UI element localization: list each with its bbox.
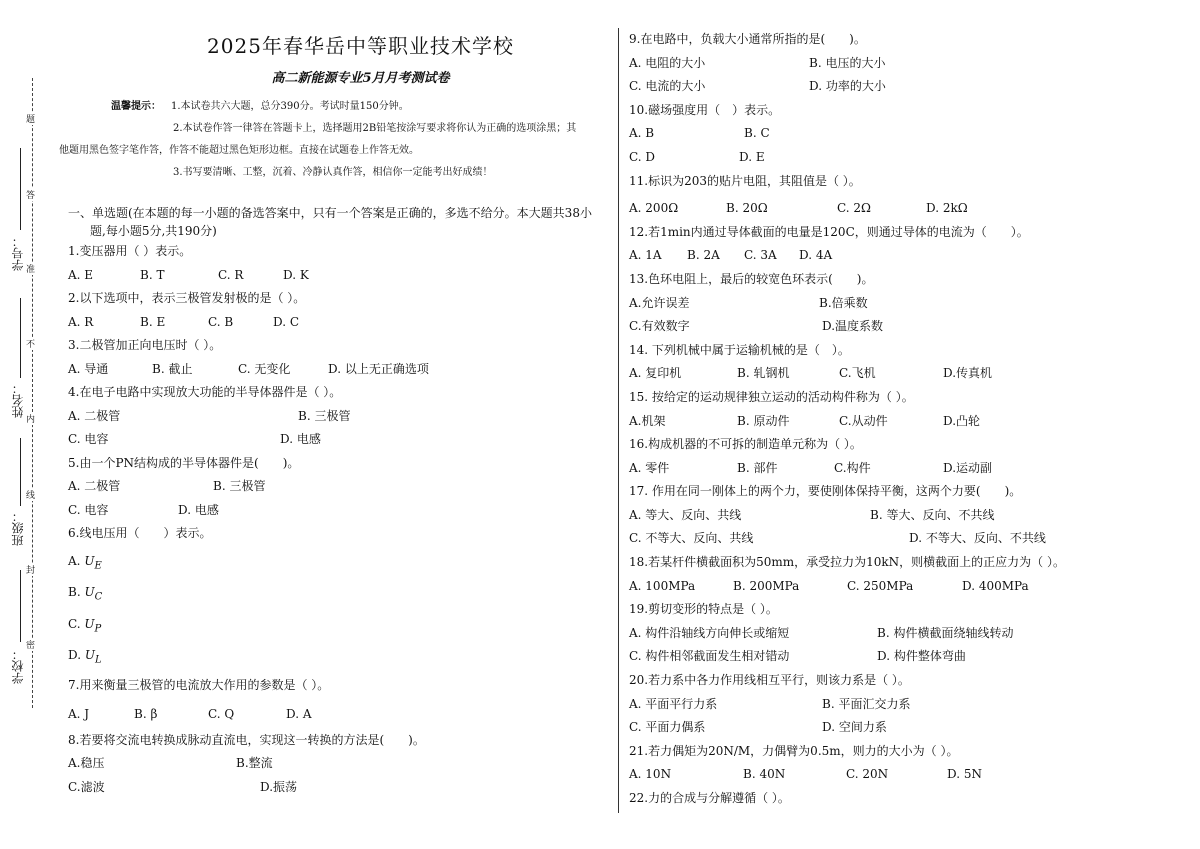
option[interactable]: D. 构件整体弯曲 bbox=[877, 649, 966, 664]
option[interactable]: C. 3A bbox=[744, 248, 777, 263]
question-options bbox=[68, 264, 613, 288]
note-item: 3.书写要清晰、工整，沉着、冷静认真作答，相信你一定能考出好成绩！ bbox=[173, 167, 493, 178]
option[interactable]: B. 40N bbox=[743, 767, 786, 782]
option[interactable]: D.振荡 bbox=[260, 779, 298, 794]
option[interactable]: D. 4A bbox=[799, 248, 833, 263]
option[interactable]: B. 20Ω bbox=[726, 201, 768, 216]
option[interactable]: A. 1A bbox=[629, 248, 662, 263]
question-stem: 2.以下选项中，表示三极管发射极的是（ ）。 bbox=[68, 291, 306, 305]
voltage-symbol: U bbox=[84, 648, 95, 662]
option[interactable]: C. 2Ω bbox=[837, 201, 871, 216]
question-stem: 12.若1min内通过导体截面的电量是120C，则通过导体的电流为（ ）。 bbox=[629, 224, 1029, 239]
question-stem: 17. 作用在同一刚体上的两个力，要使刚体保持平衡，这两个力要( )。 bbox=[629, 484, 1022, 499]
option[interactable]: A. 100MPa bbox=[629, 578, 696, 593]
option[interactable]: B. 电压的大小 bbox=[809, 55, 886, 70]
option[interactable]: B. 轧钢机 bbox=[737, 366, 790, 381]
option[interactable]: A. 电阻的大小 bbox=[629, 55, 706, 70]
option[interactable] bbox=[68, 640, 613, 672]
question-stem: 6.线电压用（ ）表示。 bbox=[68, 526, 212, 540]
option[interactable]: D. K bbox=[283, 267, 309, 282]
option[interactable]: A. J bbox=[68, 707, 90, 721]
note-item: 2.本试卷作答一律答在答题卡上，选择题用2B铅笔按涂写要求将你认为正确的选项涂黑；其 bbox=[173, 123, 577, 134]
option[interactable]: D. C bbox=[273, 314, 300, 329]
question-stem: 15. 按给定的运动规律独立运动的活动构件称为（ ）。 bbox=[629, 389, 914, 404]
student-id-line bbox=[20, 148, 21, 230]
option[interactable]: D.运动副 bbox=[943, 460, 993, 475]
question-stem: 13.色环电阻上，最后的较宽色环表示( )。 bbox=[629, 271, 874, 286]
option[interactable]: D.传真机 bbox=[943, 366, 993, 381]
section-heading-cont: 题,每小题5分,共190分) bbox=[90, 224, 217, 238]
option[interactable]: B. 原动件 bbox=[737, 413, 790, 428]
option[interactable]: B. T bbox=[140, 267, 165, 282]
seal-char: 封 bbox=[26, 563, 35, 576]
seal-char: 答 bbox=[26, 188, 35, 201]
option[interactable]: C.有效数字 bbox=[629, 319, 690, 334]
left-column bbox=[59, 30, 613, 799]
class-line bbox=[20, 438, 21, 506]
option[interactable]: A. 二极管 bbox=[68, 479, 121, 493]
question-options bbox=[68, 475, 613, 499]
name-label: 姓名： bbox=[11, 382, 25, 418]
option[interactable] bbox=[68, 577, 613, 609]
option[interactable]: D. 电感 bbox=[280, 432, 321, 446]
option[interactable]: B.整流 bbox=[236, 756, 273, 770]
option[interactable]: D. 2kΩ bbox=[926, 201, 968, 216]
option[interactable]: C.构件 bbox=[834, 460, 871, 475]
option[interactable]: D.温度系数 bbox=[822, 319, 884, 334]
option[interactable]: A. E bbox=[68, 267, 94, 282]
option[interactable]: B. 截止 bbox=[152, 361, 193, 376]
option[interactable]: A. 等大、反向、共线 bbox=[629, 507, 742, 522]
question-options bbox=[629, 315, 1189, 339]
question-options bbox=[68, 358, 613, 382]
option-letter: C. bbox=[68, 616, 81, 631]
option[interactable]: C. 电容 bbox=[68, 432, 109, 446]
question-options bbox=[68, 405, 613, 429]
question-stem: 18.若某杆件横截面积为50mm，承受拉力为10kN，则横截面上的正应力为（ ）。 bbox=[629, 555, 1065, 570]
option[interactable]: C. 250MPa bbox=[847, 578, 914, 593]
option[interactable]: A.允许误差 bbox=[629, 295, 690, 310]
exam-title: 2025年春华岳中等职业技术学校 bbox=[207, 34, 514, 58]
option[interactable]: A. 平面平行力系 bbox=[629, 696, 718, 711]
option-letter: D. bbox=[68, 648, 82, 662]
option[interactable]: B. 等大、反向、不共线 bbox=[870, 507, 995, 522]
seal-line bbox=[32, 78, 33, 708]
seal-char: 密 bbox=[26, 638, 35, 651]
option[interactable]: C. 电流的大小 bbox=[629, 79, 706, 94]
right-column bbox=[629, 30, 1189, 811]
question-options bbox=[68, 311, 613, 335]
option[interactable]: B. C bbox=[744, 126, 770, 141]
notes-label: 温馨提示： bbox=[111, 101, 161, 112]
option[interactable] bbox=[68, 546, 613, 578]
question-stem: 1.变压器用（ ）表示。 bbox=[68, 244, 192, 258]
option[interactable]: A. 复印机 bbox=[629, 366, 682, 381]
option[interactable]: B. 三极管 bbox=[213, 479, 266, 493]
notes-row-3 bbox=[59, 140, 613, 162]
option[interactable]: C. 电容 bbox=[68, 502, 109, 517]
option[interactable]: B. 200MPa bbox=[733, 578, 800, 593]
option[interactable]: A. 200Ω bbox=[629, 201, 679, 216]
question-options bbox=[629, 457, 1189, 481]
option[interactable]: C.滤波 bbox=[68, 779, 105, 794]
voltage-symbol: U bbox=[84, 616, 95, 631]
question-stem: 16.构成机器的不可拆的制造单元称为（ ）。 bbox=[629, 437, 862, 452]
seal-char: 内 bbox=[26, 412, 35, 425]
notes-row-2 bbox=[68, 118, 613, 140]
option[interactable]: D. 不等大、反向、不共线 bbox=[909, 531, 1046, 546]
seal-char: 准 bbox=[26, 262, 35, 275]
option[interactable]: D.凸轮 bbox=[943, 413, 981, 428]
question-options bbox=[629, 622, 1189, 646]
option[interactable]: D. 电感 bbox=[178, 502, 219, 517]
option[interactable]: D. A bbox=[286, 707, 312, 721]
question-stem: 14. 下列机械中属于运输机械的是（ ）。 bbox=[629, 342, 850, 357]
option[interactable]: B.倍乘数 bbox=[819, 295, 868, 310]
question-stem: 3.二极管加正向电压时（ ）。 bbox=[68, 338, 222, 352]
question-stem: 5.由一个PN结构成的半导体器件是( )。 bbox=[68, 455, 300, 470]
option[interactable]: A. B bbox=[629, 126, 655, 141]
option[interactable] bbox=[68, 609, 613, 641]
option[interactable]: B. β bbox=[134, 707, 158, 721]
student-id-label: 学号： bbox=[11, 235, 25, 271]
question-stem: 22.力的合成与分解遵循（ ）。 bbox=[629, 791, 790, 805]
note-item: 他题用黑色签字笔作答，作答不能超过黑色矩形边框。直接在试题卷上作答无效。 bbox=[59, 145, 419, 156]
option[interactable]: A. R bbox=[68, 314, 94, 329]
option[interactable]: C. 20N bbox=[846, 767, 889, 782]
school-label: 学校： bbox=[11, 648, 25, 684]
notes-row-4 bbox=[68, 162, 613, 184]
voltage-subscript: E bbox=[94, 559, 102, 571]
option-letter: A. bbox=[68, 553, 81, 568]
option[interactable]: C. D bbox=[629, 149, 656, 164]
question-stem: 8.若要将交流电转换成脉动直流电，实现这一转换的方法是( )。 bbox=[68, 732, 425, 747]
note-item: 1.本试卷共六大题，总分390分。考试时量150分钟。 bbox=[171, 101, 409, 112]
option[interactable]: A. 导通 bbox=[68, 361, 109, 376]
question-options bbox=[68, 428, 613, 452]
question-options bbox=[629, 146, 1189, 170]
voltage-subscript: P bbox=[94, 622, 102, 634]
question-options bbox=[629, 292, 1189, 316]
voltage-subscript: L bbox=[94, 654, 102, 666]
question-options bbox=[68, 752, 613, 776]
exam-subtitle: 高二新能源专业5月月考测试卷 bbox=[271, 71, 450, 86]
option[interactable]: B. E bbox=[140, 314, 166, 329]
question-options bbox=[629, 575, 1189, 599]
option[interactable]: A.机架 bbox=[629, 413, 666, 428]
question-options bbox=[68, 703, 613, 727]
notes-row-1 bbox=[68, 96, 613, 118]
question-stem: 9.在电路中，负载大小通常所指的是( )。 bbox=[629, 32, 866, 46]
question-options bbox=[629, 693, 1189, 717]
option[interactable]: C.飞机 bbox=[839, 366, 876, 381]
question-options bbox=[629, 410, 1189, 434]
seal-char: 不 bbox=[26, 337, 35, 350]
question-options bbox=[629, 122, 1189, 146]
question-stem: 7.用来衡量三极管的电流放大作用的参数是（ ）。 bbox=[68, 677, 330, 692]
question-options bbox=[629, 197, 1189, 221]
question-stem: 4.在电子电路中实现放大功能的半导体器件是（ ）。 bbox=[68, 385, 342, 399]
name-line bbox=[20, 298, 21, 378]
voltage-subscript: C bbox=[94, 591, 103, 603]
option[interactable]: D. 400MPa bbox=[962, 578, 1029, 593]
seal-char: 题 bbox=[26, 112, 35, 125]
question-options bbox=[629, 763, 1189, 787]
option[interactable]: A. 10N bbox=[629, 767, 672, 782]
option[interactable]: B. 三极管 bbox=[298, 408, 351, 423]
option[interactable]: A. 二极管 bbox=[68, 408, 121, 423]
question-options bbox=[68, 499, 613, 523]
option[interactable]: D. 以上无正确选项 bbox=[328, 361, 429, 376]
class-label: 班级： bbox=[11, 510, 25, 546]
question-stem: 11.标识为203的贴片电阻，其阻值是（ ）。 bbox=[629, 173, 861, 188]
section-heading-line: 一、单选题(在本题的每一小题的备选答案中，只有一个答案是正确的，多选不给分。本大题共38小 bbox=[68, 206, 592, 220]
seal-char: 线 bbox=[26, 488, 35, 501]
question-options bbox=[68, 776, 613, 800]
option[interactable]: C. Q bbox=[208, 707, 235, 721]
binding-sidebar bbox=[0, 60, 60, 710]
question-stem: 21.若力偶矩为20N/M，力偶臂为0.5m，则力的大小为（ ）。 bbox=[629, 743, 959, 758]
question-stem: 19.剪切变形的特点是（ ）。 bbox=[629, 602, 778, 617]
option[interactable]: C. 不等大、反向、共线 bbox=[629, 531, 754, 546]
option[interactable]: C.从动件 bbox=[839, 413, 888, 428]
voltage-symbol: U bbox=[84, 585, 95, 599]
option[interactable]: C. R bbox=[218, 267, 244, 282]
option[interactable]: C. B bbox=[208, 314, 234, 329]
option[interactable]: A.稳压 bbox=[68, 756, 105, 770]
option[interactable]: D. 空间力系 bbox=[822, 720, 887, 735]
voltage-symbol: U bbox=[84, 553, 95, 568]
question-options bbox=[629, 504, 1189, 528]
question-options bbox=[629, 75, 1189, 99]
option[interactable]: C. 无变化 bbox=[238, 361, 291, 376]
school-line bbox=[20, 570, 21, 642]
option[interactable]: A. 构件沿轴线方向伸长或缩短 bbox=[629, 625, 790, 640]
question-options bbox=[629, 716, 1189, 740]
option[interactable]: B. 2A bbox=[687, 248, 720, 263]
question-options bbox=[629, 362, 1189, 386]
option[interactable]: C. 平面力偶系 bbox=[629, 720, 706, 735]
option[interactable]: B. 部件 bbox=[737, 460, 778, 475]
question-stem: 10.磁场强度用（ ）表示。 bbox=[629, 102, 781, 117]
option[interactable]: D. 5N bbox=[947, 767, 982, 782]
option[interactable]: D. 功率的大小 bbox=[809, 79, 886, 94]
option[interactable]: D. E bbox=[739, 149, 765, 164]
question-options bbox=[629, 244, 1189, 268]
option[interactable]: A. 零件 bbox=[629, 460, 670, 475]
column-divider bbox=[618, 28, 619, 813]
option[interactable]: B. 构件横截面绕轴线转动 bbox=[877, 625, 1014, 640]
section-heading bbox=[68, 204, 613, 240]
question-stem: 20.若力系中各力作用线相互平行，则该力系是（ ）。 bbox=[629, 673, 910, 688]
question-options bbox=[629, 52, 1189, 76]
option[interactable]: B. 平面汇交力系 bbox=[822, 696, 911, 711]
question-options bbox=[629, 527, 1189, 551]
option-letter: B. bbox=[68, 585, 81, 599]
option[interactable]: C. 构件相邻截面发生相对错动 bbox=[629, 649, 790, 664]
question-options bbox=[629, 645, 1189, 669]
